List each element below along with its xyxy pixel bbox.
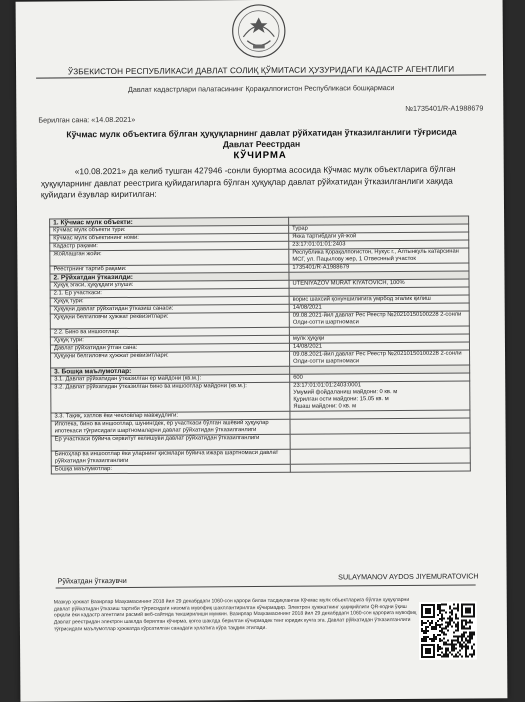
row-label: Бошқа маълумотлар: xyxy=(51,464,290,474)
document-page xyxy=(16,0,508,702)
row-value: 23:17:01:01:01:2403 xyxy=(289,240,469,249)
legal-footnote: Мазкур ҳужжат Вазирлар Маҳкамасининг 2018 йил 29 декабрдаги 1060-сон қарори билан тасдиқланган Кўчмас мулк объектларига бўлган ҳуқуқларни давлат рўйхатидан ўтказиш тартиби тўғрисидаги низомга мувофиқ шакллантирилган кўчирмадир. Электрон ҳужжатнинг ҳақиқийлиги QR-кодни ўқиш орқали ёки кадастр агентлиги расмий веб-сайтида текширилиши мумкин. Вазирлар Маҳкамасининг 2018 йил 29 декабрдаги 1060-сон қарорига мувофиқ Давлат реестридан электрон шаклда берилган кўчирма, қоғоз шаклда берилган кўчирмадек тенг юридик кучга эга. Давлат рўйхатидан ўтказилганлиги тўғрисидаги маълумотлар ҳужжатда кўрсатилган санадаги ҳолатига кўра тақдим этилади. xyxy=(53,596,417,633)
document-type: КЎЧИРМА xyxy=(233,149,287,162)
row-value: 14/08/2021 xyxy=(289,303,469,312)
row-label: 3.1. Давлат рўйхатидан ўтказилган ер майдони (кв.м.): xyxy=(51,374,290,384)
row-value: 09.08.2021-йил давлат Рес Реестр №20210150100228 2-сонли Олди-сотти шартномаси xyxy=(290,350,470,366)
row-label: 2.1. Ер участкаси: xyxy=(50,288,289,298)
row-value: Якка тартибдаги уй-жой xyxy=(289,232,469,241)
row-value: UTENIYAZOV MURAT KIYATOVICH, 100% xyxy=(289,279,469,288)
row-value: 14/08/2021 xyxy=(289,342,469,351)
row-label: Ҳуқуқ эгаси, ҳуқуқдаги улуши: xyxy=(50,280,289,290)
document-title xyxy=(56,127,466,152)
row-value: 600 xyxy=(290,373,470,382)
row-value xyxy=(290,418,470,434)
row-label: Ҳуқуқни белгиловчи ҳужжат реквизитлари: xyxy=(51,351,290,368)
row-value xyxy=(290,433,470,449)
title-line-2: Давлат Реестрдан xyxy=(222,138,301,150)
row-value xyxy=(290,463,470,472)
row-label: Давлат рўйхатидан ўтган сана: xyxy=(50,343,289,353)
table-row xyxy=(51,381,470,413)
row-value: ворис шахсий қонуншилигига умрбод эгалик қилиш xyxy=(289,295,469,304)
registration-number: №1735401/R-A1988679 xyxy=(405,103,484,113)
row-label: 3.3. Тақиқ, хатлов ёки чекловлар мавжудлиги: xyxy=(51,411,290,421)
state-emblem-icon xyxy=(230,2,288,60)
registrar-role: Рўйхатдан ўтказувчи xyxy=(57,575,127,586)
row-value: 23:17:01:01:01:2403:0001 Умумий фойдаланиш майдони: 0 кв. м Қурилган ости майдони: 15.05 кв. м Яшаш майдони: 0 кв. м xyxy=(290,381,470,411)
row-value: Республика Қорақалпоғистон, Нукус г., Алтынкуль катарсинан МСГ, ул. Пацылову жер, 1 Отвеснный участок xyxy=(289,248,469,264)
row-value: 1735401/R-A1988679 xyxy=(289,263,469,272)
row-label: Ҳуқуқни белгиловчи ҳужжат реквизитлари: xyxy=(50,312,289,329)
signature-divider xyxy=(56,585,476,589)
row-label: 3.2. Давлат рўйхатидан ўтказилган бино ва иншоотлар майдони (кв.м.): xyxy=(51,382,290,413)
row-label: Ҳуқуқ тури: xyxy=(50,296,289,306)
row-label: 1. Кўчмас мулк объекти: xyxy=(50,217,289,227)
row-label: 2. Рўйхатдан ўтказилди: xyxy=(50,272,289,282)
registrar-name: SULAYMANOV AYDOS JIYEMURATOVICH xyxy=(338,571,479,582)
registry-table xyxy=(49,216,471,475)
row-label: Реестрнинг тартиб рақами: xyxy=(50,264,289,274)
row-label: Ер участкаси бўйича сервитут келишуви давлат рўйхатидан ўтказилганлиги xyxy=(51,434,290,451)
row-value: Турар xyxy=(289,224,469,233)
row-value: 09.08.2021-йил давлат Рес Реестр №20210150100228 2-сонли Олди-сотти шартномаси xyxy=(289,311,469,327)
row-label: Биноҳлар ва иншоотлар ёки уларнинг қисмлари бўйича ижара шартномаси давлат рўйхатидан ўтказилганлиги xyxy=(51,449,290,466)
org-name: ЎЗБЕКИСТОН РЕСПУБЛИКАСИ ДАВЛАТ СОЛИҚ ҚЎМИТАСИ ҲУЗУРИДАГИ КАДАСТР АГЕНТЛИГИ xyxy=(67,64,455,77)
row-label: Ҳуқуқни давлат рўйхатидан ўтказиш санаси: xyxy=(50,304,289,314)
row-label: Кўчмас мулк объектининг номи: xyxy=(50,233,289,243)
issued-date: Берилган сана: «14.08.2021» xyxy=(38,114,136,125)
row-value: мулк ҳуқуқи xyxy=(289,334,469,343)
title-line-1: Кўчмас мулк объектига бўлган ҳуқуқларнинг давлат рўйхатидан ўтказилганлиги тўғрисида xyxy=(66,126,457,140)
qr-code-icon xyxy=(419,602,477,660)
row-label: 3. Бошқа маълумотлар: xyxy=(51,366,290,376)
sub-org-name: Давлат кадастрлари палатасининг Қорақалпоғистон Республикаси бошқармаси xyxy=(127,83,395,94)
row-label: Кадастр рақами: xyxy=(50,241,289,251)
row-label: Ипотека, бино ва иншоотлар, шунингдек, ер участкаси бўлган ашёвий ҳуқуқлар ипотекаси тўғрисидаги шартномаларни давлат рўйхатидан ўтказилганлиги xyxy=(51,419,290,436)
row-label: 2.2. Бино ва иншоотлар: xyxy=(50,327,289,337)
row-label: Кўчмас мулк объекти тури: xyxy=(50,225,289,235)
row-label: Жойлашган жойи: xyxy=(50,249,289,266)
intro-paragraph: «10.08.2021» да келиб тушган 427946 -сонли буюртма асосида Кўчмас мулк объектларига бўлган ҳуқуқларнинг давлат реестрига қуйидагиларга бўлган ҳуқуқлар давлат рўйхатидан ўтказилганлиги хақида қуйидаги ёзувлар киритилган: xyxy=(40,163,456,200)
row-label: Ҳуқуқ тури: xyxy=(50,335,289,345)
row-value xyxy=(290,448,470,464)
